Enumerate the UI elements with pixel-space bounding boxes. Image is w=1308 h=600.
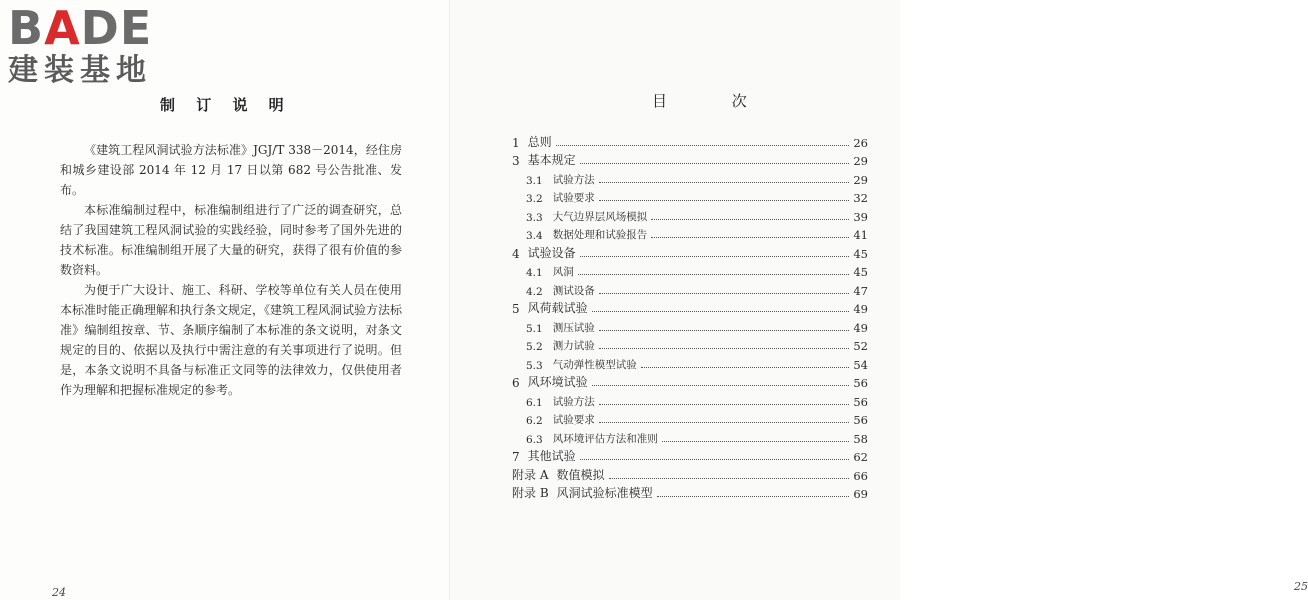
toc-entry[interactable] xyxy=(512,205,868,224)
toc-leader-dots xyxy=(609,478,850,479)
toc-leader-dots xyxy=(657,496,850,497)
toc-entry-label: 基本规定 xyxy=(527,153,576,167)
toc-entry-label: 试验设备 xyxy=(527,245,576,260)
logo-chinese-text: 建装基地 xyxy=(8,53,152,88)
toc-entry-number: 附录 B xyxy=(512,486,549,500)
toc-entry[interactable] xyxy=(512,353,868,372)
toc-entry-page: 56 xyxy=(853,394,868,409)
toc-entry-number: 3.2 xyxy=(526,193,543,205)
toc-entry-number: 3.3 xyxy=(526,211,543,224)
toc-entry-number: 4 xyxy=(512,246,520,261)
toc-entry-number: 6.2 xyxy=(526,415,543,427)
toc-entry-number: 5.1 xyxy=(526,322,543,335)
logo-wordmark: BADE xyxy=(8,1,153,55)
toc-leader-dots xyxy=(580,256,850,257)
toc-entry-label: 测试设备 xyxy=(552,284,595,297)
toc-entry-number: 3.4 xyxy=(526,230,543,242)
toc-entry[interactable] xyxy=(512,279,868,298)
toc-leader-dots xyxy=(580,163,850,164)
toc-entry-page: 54 xyxy=(853,357,868,372)
toc-entry-label: 风环境评估方法和准则 xyxy=(552,432,658,445)
toc-entry-number: 附录 A xyxy=(512,467,549,482)
toc-entry[interactable] xyxy=(512,150,868,169)
toc-entry-page: 52 xyxy=(853,339,868,353)
toc-entry[interactable] xyxy=(512,168,868,187)
paragraph: 本标准编制过程中，标准编制组进行了广泛的调查研究，总结了我国建筑工程风洞试验的实践经验，同时参考了国外先进的技术标准。标准编制组开展了大量的研究，获得了很有价值的参数资料。 xyxy=(60,203,402,277)
toc-entry-label: 气动弹性模型试验 xyxy=(552,358,637,371)
toc-entry[interactable] xyxy=(512,427,868,446)
toc-leader-dots xyxy=(599,330,850,331)
toc-entry-page: 69 xyxy=(853,487,868,501)
toc-entry-page: 45 xyxy=(853,265,868,279)
revision-notes-title: 制 订 说 明 xyxy=(160,96,292,114)
toc-entry[interactable] xyxy=(512,316,868,335)
toc-leader-dots xyxy=(662,441,850,442)
toc-leader-dots xyxy=(599,182,850,183)
toc-entry[interactable] xyxy=(512,261,868,280)
toc-leader-dots xyxy=(651,219,849,220)
page-number-right: 25 xyxy=(1294,580,1308,593)
toc-entry[interactable] xyxy=(512,409,868,428)
left-page xyxy=(0,0,450,600)
toc-entry-number: 4.1 xyxy=(526,267,543,279)
toc-entry-label: 风荷载试验 xyxy=(527,301,588,315)
toc-entry-page: 29 xyxy=(853,172,868,187)
toc-entry-label: 试验方法 xyxy=(552,395,595,408)
toc-entry[interactable] xyxy=(512,483,868,502)
toc-entry-label: 数据处理和试验报告 xyxy=(552,229,648,241)
toc-leader-dots xyxy=(641,367,850,368)
revision-notes-body xyxy=(60,140,402,400)
toc-entry[interactable] xyxy=(512,242,868,261)
toc-entry[interactable] xyxy=(512,187,868,206)
toc-entry-label: 试验要求 xyxy=(552,192,595,204)
toc-leader-dots xyxy=(556,145,850,146)
toc-entry-number: 5.2 xyxy=(526,341,543,353)
toc-entry[interactable] xyxy=(512,298,868,317)
toc-entry-page: 62 xyxy=(853,450,868,464)
toc-entry[interactable] xyxy=(512,372,868,391)
toc-entry-page: 41 xyxy=(853,228,868,242)
toc-entry[interactable] xyxy=(512,224,868,243)
toc-entry-number: 1 xyxy=(512,135,520,150)
toc-entry-page: 26 xyxy=(853,135,868,150)
toc-entry-page: 32 xyxy=(853,191,868,205)
toc-entry-page: 58 xyxy=(853,431,868,446)
toc-entry[interactable] xyxy=(512,390,868,409)
toc-entry-label: 数值模拟 xyxy=(556,467,605,482)
toc-entry-number: 3.1 xyxy=(526,174,543,187)
toc-entry-label: 风洞 xyxy=(552,266,574,278)
toc-entry-page: 39 xyxy=(853,209,868,224)
toc-entry-label: 测力试验 xyxy=(552,340,595,352)
toc-entry-label: 其他试验 xyxy=(527,449,576,463)
toc-entry-number: 6.1 xyxy=(526,396,543,409)
toc-leader-dots xyxy=(599,404,850,405)
toc-entry-page: 49 xyxy=(853,302,868,316)
toc-entry[interactable] xyxy=(512,335,868,354)
toc-entry-number: 6.3 xyxy=(526,433,543,446)
bade-logo xyxy=(8,1,178,88)
toc-entry[interactable] xyxy=(512,131,868,150)
toc-title: 目 次 xyxy=(652,92,777,110)
toc-entry-label: 总则 xyxy=(527,134,552,149)
toc-entry-label: 试验要求 xyxy=(552,414,595,426)
toc-entry-number: 6 xyxy=(512,376,520,390)
toc-entry-label: 风环境试验 xyxy=(527,375,588,389)
table-of-contents xyxy=(512,131,868,501)
toc-entry[interactable] xyxy=(512,464,868,483)
toc-entry-number: 5 xyxy=(512,302,520,316)
toc-leader-dots xyxy=(599,200,850,201)
toc-leader-dots xyxy=(578,274,850,275)
toc-entry-page: 45 xyxy=(853,246,868,261)
paragraph: 为便于广大设计、施工、科研、学校等单位有关人员在使用本标准时能正确理解和执行条文规定，《建筑工程风洞试验方法标准》编制组按章、节、条顺序编制了本标准的条文说明，对条文规定的目的、依据以及执行中需注意的有关事项进行了说明。但是，本条文说明不具备与标准正文同等的法律效力，仅供使用者作为理解和把握标准规定的参考。 xyxy=(60,283,403,397)
toc-entry-page: 66 xyxy=(853,468,868,483)
page-number-left: 24 xyxy=(52,586,66,599)
toc-entry-number: 5.3 xyxy=(526,359,543,372)
toc-entry[interactable] xyxy=(512,446,868,465)
toc-entry-label: 测压试验 xyxy=(552,321,595,334)
toc-leader-dots xyxy=(599,348,850,349)
toc-leader-dots xyxy=(592,311,850,312)
toc-entry-number: 3 xyxy=(512,154,520,168)
toc-entry-label: 大气边界层风场模拟 xyxy=(552,210,648,223)
toc-entry-number: 7 xyxy=(512,450,520,464)
toc-leader-dots xyxy=(651,237,849,238)
toc-leader-dots xyxy=(599,422,850,423)
toc-entry-page: 49 xyxy=(853,320,868,335)
toc-entry-label: 试验方法 xyxy=(552,173,595,186)
toc-entry-page: 47 xyxy=(853,283,868,298)
toc-entry-page: 56 xyxy=(853,376,868,390)
toc-entry-label: 风洞试验标准模型 xyxy=(556,486,653,500)
toc-leader-dots xyxy=(599,293,850,294)
toc-leader-dots xyxy=(592,385,850,386)
toc-entry-page: 56 xyxy=(853,413,868,427)
toc-entry-page: 29 xyxy=(853,154,868,168)
paragraph: 《建筑工程风洞试验方法标准》JGJ/T 338－2014，经住房和城乡建设部 2014 年 12 月 17 日以第 682 号公告批准、发布。 xyxy=(60,143,402,197)
toc-leader-dots xyxy=(580,459,850,460)
toc-entry-number: 4.2 xyxy=(526,285,543,298)
